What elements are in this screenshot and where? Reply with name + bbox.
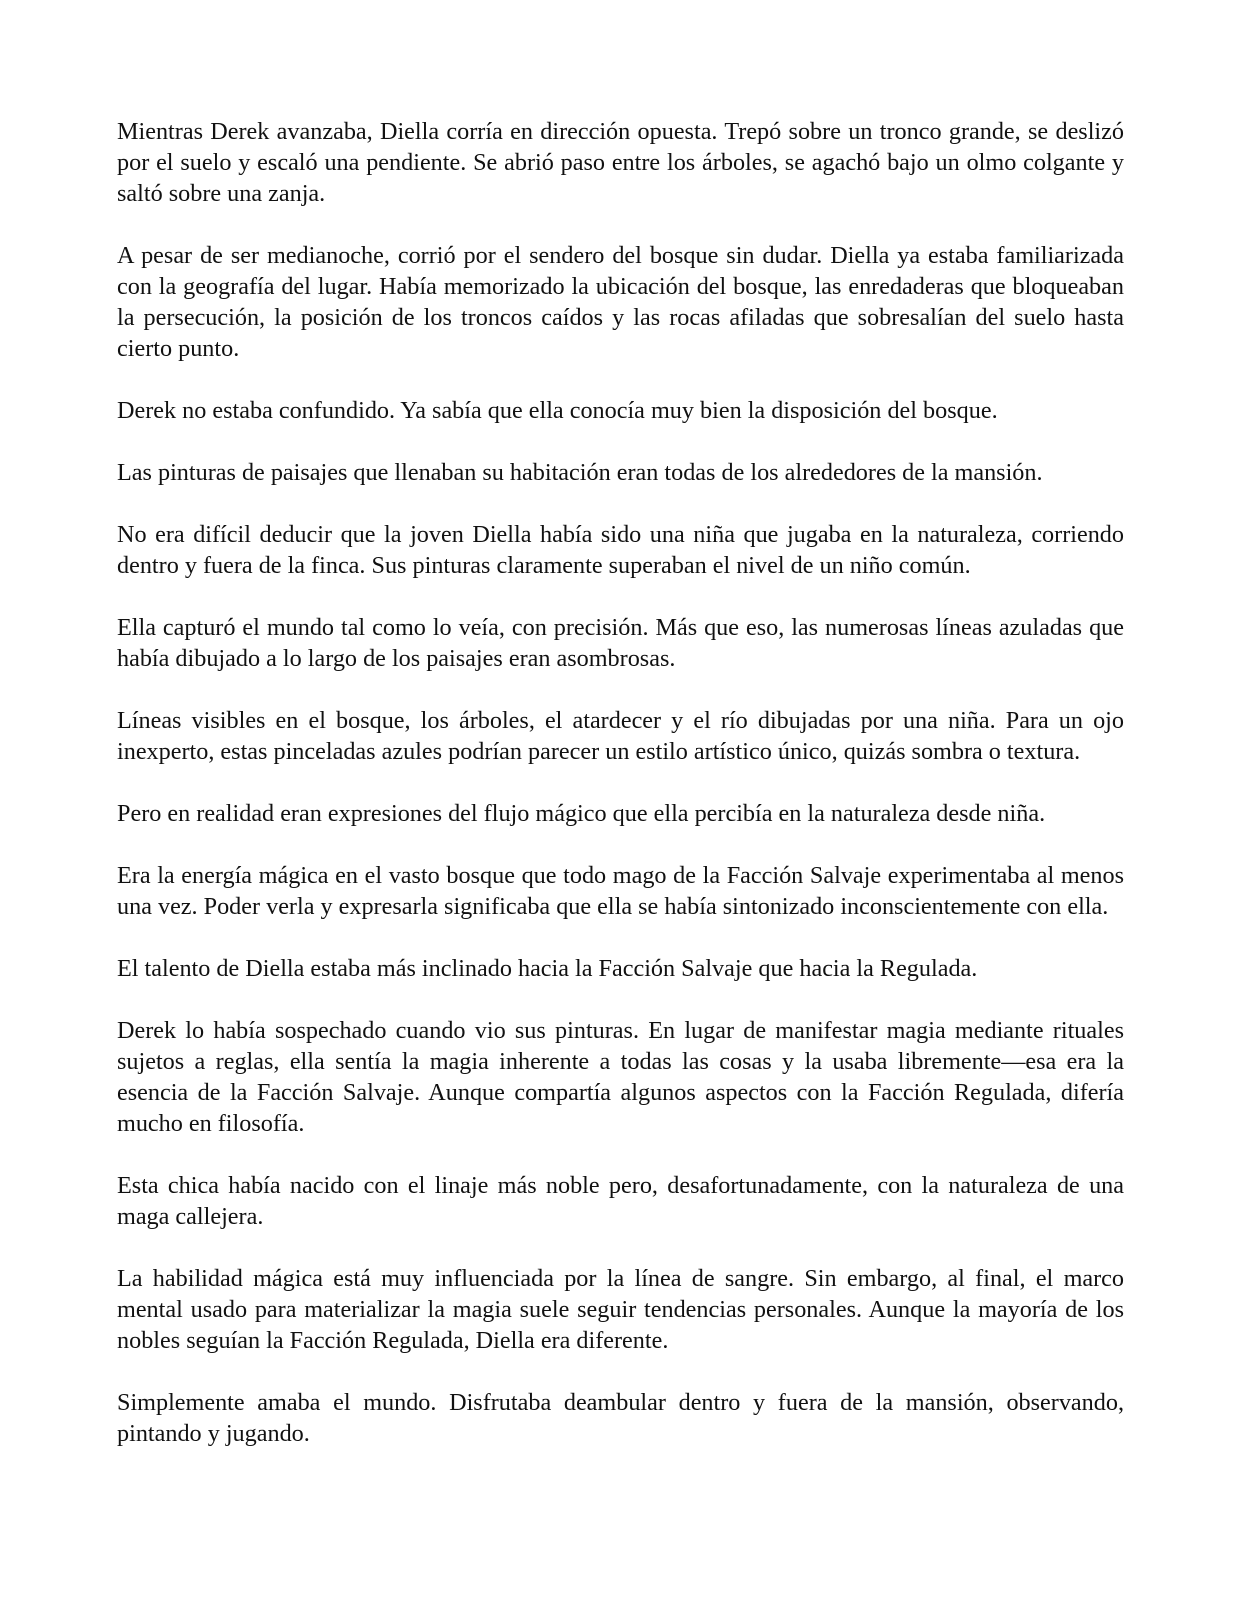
paragraph: Líneas visibles en el bosque, los árboles, el atardecer y el río dibujadas por una niña. Para un ojo inexperto, estas pinceladas azules podrían parecer un estilo artístico único, quizás sombra o textura.: [117, 707, 1124, 765]
paragraph: Derek no estaba confundido. Ya sabía que ella conocía muy bien la disposición del bosque.: [117, 397, 998, 424]
paragraph: A pesar de ser medianoche, corrió por el sendero del bosque sin dudar. Diella ya estaba familiarizada con la geografía del lugar. Había memorizado la ubicación del bosque, las enredaderas que bloqueaban la persecución, la posición de los troncos caídos y las rocas afiladas que sobresalían del suelo hasta cierto punto.: [117, 242, 1124, 362]
paragraph: Derek lo había sospechado cuando vio sus pinturas. En lugar de manifestar magia mediante rituales sujetos a reglas, ella sentía la magia inherente a todas las cosas y la usaba libremente—esa era la esencia de la Facción Salvaje. Aunque compartía algunos aspectos con la Facción Regulada, difería mucho en filosofía.: [117, 1017, 1124, 1137]
paragraph: La habilidad mágica está muy influenciada por la línea de sangre. Sin embargo, al final, el marco mental usado para materializar la magia suele seguir tendencias personales. Aunque la mayoría de los nobles seguían la Facción Regulada, Diella era diferente.: [117, 1265, 1124, 1354]
paragraph: Mientras Derek avanzaba, Diella corría en dirección opuesta. Trepó sobre un tronco grande, se deslizó por el suelo y escaló una pendiente. Se abrió paso entre los árboles, se agachó bajo un olmo colgante y saltó sobre una zanja.: [117, 118, 1124, 207]
paragraph: Pero en realidad eran expresiones del flujo mágico que ella percibía en la naturaleza desde niña.: [117, 800, 1046, 827]
paragraph: El talento de Diella estaba más inclinado hacia la Facción Salvaje que hacia la Regulada.: [117, 955, 978, 982]
paragraph: No era difícil deducir que la joven Diella había sido una niña que jugaba en la naturaleza, corriendo dentro y fuera de la finca. Sus pinturas claramente superaban el nivel de un niño común.: [117, 521, 1124, 579]
paragraph: Simplemente amaba el mundo. Disfrutaba deambular dentro y fuera de la mansión, observando, pintando y jugando.: [117, 1389, 1124, 1447]
document-body: [117, 116, 1124, 1449]
paragraph: Las pinturas de paisajes que llenaban su habitación eran todas de los alrededores de la mansión.: [117, 459, 1043, 486]
paragraph: Ella capturó el mundo tal como lo veía, con precisión. Más que eso, las numerosas líneas azuladas que había dibujado a lo largo de los paisajes eran asombrosas.: [117, 614, 1124, 672]
paragraph: Esta chica había nacido con el linaje más noble pero, desafortunadamente, con la naturaleza de una maga callejera.: [117, 1172, 1124, 1230]
paragraph: Era la energía mágica en el vasto bosque que todo mago de la Facción Salvaje experimentaba al menos una vez. Poder verla y expresarla significaba que ella se había sintonizado inconscientemente con ella.: [117, 862, 1124, 920]
